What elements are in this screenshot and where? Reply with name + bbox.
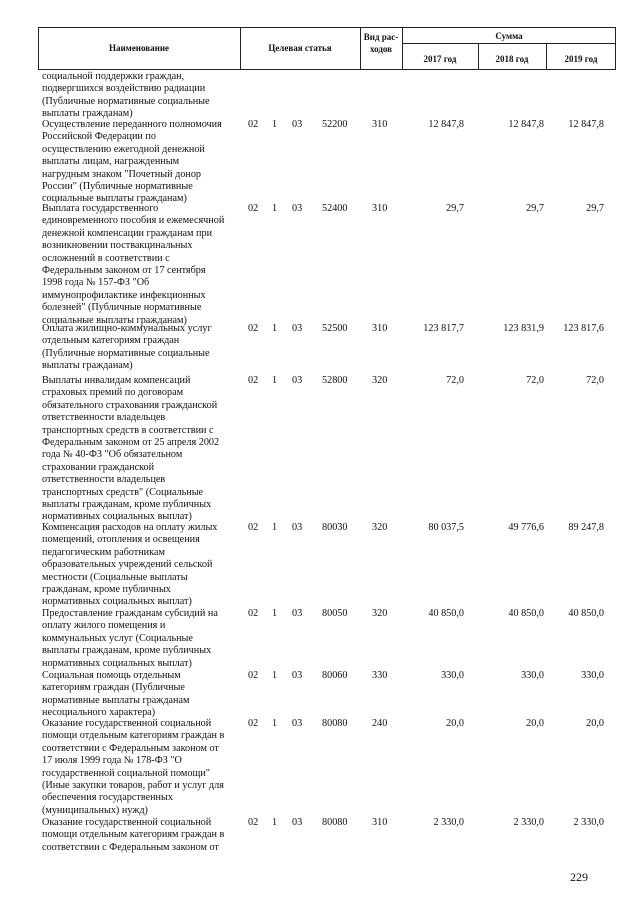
row-sum-2018: 330,0	[521, 670, 544, 681]
row-program: 02	[248, 670, 259, 681]
row-sum-2019: 123 817,6	[563, 323, 604, 334]
row-name: Компенсация расходов на оплату жилых помещений, отопления и освещения педагогическим работникам образовательных учреждений сельской местности (Социальные выплаты гражданам, кроме публичных нормативных социальных выплат)	[42, 522, 218, 608]
row-subprogram: 1	[272, 119, 278, 130]
row-sum-2019: 40 850,0	[568, 608, 604, 619]
row-program: 02	[248, 119, 259, 130]
row-sum-2017: 29,7	[446, 203, 464, 214]
row-expense-type: 310	[372, 323, 388, 334]
row-item: 03	[292, 608, 303, 619]
row-name: Оплата жилищно-коммунальных услуг отдельным категориям граждан (Публичные нормативные социальные выплаты гражданам)	[42, 323, 212, 372]
table-header	[38, 27, 616, 70]
row-code: 52400	[322, 203, 348, 214]
header-target-item: Целевая статья	[268, 43, 332, 53]
row-sum-2017: 12 847,8	[428, 119, 464, 130]
row-program: 02	[248, 718, 259, 729]
row-program: 02	[248, 375, 259, 386]
row-sum-2017: 80 037,5	[428, 522, 464, 533]
row-name: Выплаты инвалидам компенсаций страховых премий по договорам обязательного страхования гражданской ответственности владельцев транспортных средств в соответствии с Федеральным законом от 25 апреля 2002 года № 40-ФЗ "Об обязательном страховании гражданской ответственности владельцев транспортных средств" (Социальные выплаты гражданам, кроме публичных нормативных социальных выплат)	[42, 375, 220, 523]
row-sum-2019: 72,0	[586, 375, 604, 386]
row-program: 02	[248, 522, 259, 533]
row-sum-2019: 89 247,8	[568, 522, 604, 533]
row-code: 80050	[322, 608, 348, 619]
header-name: Наименование	[109, 43, 169, 53]
header-year-2019: 2019 год	[564, 54, 598, 64]
row-name: Оказание государственной социальной помощи отдельным категориям граждан в соответствии с Федеральным законом от	[42, 817, 225, 853]
row-item: 03	[292, 203, 303, 214]
row-code: 52800	[322, 375, 348, 386]
row-sum-2018: 72,0	[526, 375, 544, 386]
row-name: социальной поддержки граждан, подвергшихся воздействию радиации (Публичные нормативные социальные выплаты гражданам)	[42, 71, 210, 120]
row-subprogram: 1	[272, 522, 278, 533]
row-sum-2019: 12 847,8	[568, 119, 604, 130]
row-sum-2017: 72,0	[446, 375, 464, 386]
row-code: 80060	[322, 670, 348, 681]
row-subprogram: 1	[272, 670, 278, 681]
row-subprogram: 1	[272, 203, 278, 214]
row-sum-2017: 40 850,0	[428, 608, 464, 619]
row-item: 03	[292, 522, 303, 533]
row-name: Оказание государственной социальной помощи отдельным категориям граждан в соответствии с Федеральным законом от 17 июля 1999 года № 178-ФЗ "О государственной социальной помощи" (Иные закупки товаров, работ и услуг для обеспечения государственных (муниципальных) нужд)	[42, 718, 225, 816]
row-name: Предоставление гражданам субсидий на оплату жилого помещения и коммунальных услуг (Социальные выплаты гражданам, кроме публичных нормативных социальных выплат)	[42, 608, 218, 669]
row-program: 02	[248, 817, 259, 828]
row-name: Социальная помощь отдельным категориям граждан (Публичные нормативные выплаты гражданам несоциального характера)	[42, 670, 190, 719]
row-sum-2018: 2 330,0	[513, 817, 544, 828]
row-item: 03	[292, 323, 303, 334]
row-program: 02	[248, 608, 259, 619]
row-expense-type: 320	[372, 608, 388, 619]
row-item: 03	[292, 375, 303, 386]
row-expense-type: 240	[372, 718, 388, 729]
row-expense-type: 310	[372, 119, 388, 130]
row-subprogram: 1	[272, 817, 278, 828]
row-code: 80080	[322, 718, 348, 729]
row-subprogram: 1	[272, 323, 278, 334]
row-name: Осуществление переданного полномочия Российской Федерации по осуществлению ежегодной денежной выплаты лицам, награжденным нагрудным знаком "Почетный донор России" (Публичные нормативные социальные выплаты гражданам)	[42, 119, 222, 205]
row-sum-2017: 20,0	[446, 718, 464, 729]
row-item: 03	[292, 670, 303, 681]
header-expense-type: Вид рас-ходов	[363, 32, 399, 54]
row-sum-2018: 49 776,6	[508, 522, 544, 533]
row-item: 03	[292, 718, 303, 729]
row-sum-2018: 12 847,8	[508, 119, 544, 130]
row-code: 52500	[322, 323, 348, 334]
row-code: 80030	[322, 522, 348, 533]
row-expense-type: 320	[372, 375, 388, 386]
row-sum-2017: 123 817,7	[423, 323, 464, 334]
row-program: 02	[248, 323, 259, 334]
row-subprogram: 1	[272, 608, 278, 619]
row-sum-2018: 29,7	[526, 203, 544, 214]
row-sum-2018: 20,0	[526, 718, 544, 729]
row-expense-type: 310	[372, 817, 388, 828]
row-program: 02	[248, 203, 259, 214]
row-sum-2019: 29,7	[586, 203, 604, 214]
row-sum-2018: 40 850,0	[508, 608, 544, 619]
row-sum-2019: 330,0	[581, 670, 604, 681]
row-sum-2019: 20,0	[586, 718, 604, 729]
row-expense-type: 330	[372, 670, 388, 681]
header-year-2018: 2018 год	[495, 54, 529, 64]
row-sum-2017: 2 330,0	[433, 817, 464, 828]
row-subprogram: 1	[272, 718, 278, 729]
row-name: Выплата государственного единовременного пособия и ежемесячной денежной компенсации гражданам при возникновении поствакцинальных осложнений в соответствии с Федеральным законом от 17 сентября 1998 года № 157-ФЗ "Об иммунопрофилактике инфекционных болезней" (Публичные нормативные социальные выплаты гражданам)	[42, 203, 225, 326]
row-expense-type: 320	[372, 522, 388, 533]
header-year-2017: 2017 год	[423, 54, 457, 64]
header-sum: Сумма	[495, 31, 523, 41]
page-number: 229	[570, 870, 588, 884]
row-item: 03	[292, 119, 303, 130]
row-item: 03	[292, 817, 303, 828]
row-sum-2019: 2 330,0	[573, 817, 604, 828]
row-sum-2018: 123 831,9	[503, 323, 544, 334]
row-sum-2017: 330,0	[441, 670, 464, 681]
row-expense-type: 310	[372, 203, 388, 214]
row-subprogram: 1	[272, 375, 278, 386]
row-code: 52200	[322, 119, 348, 130]
row-code: 80080	[322, 817, 348, 828]
